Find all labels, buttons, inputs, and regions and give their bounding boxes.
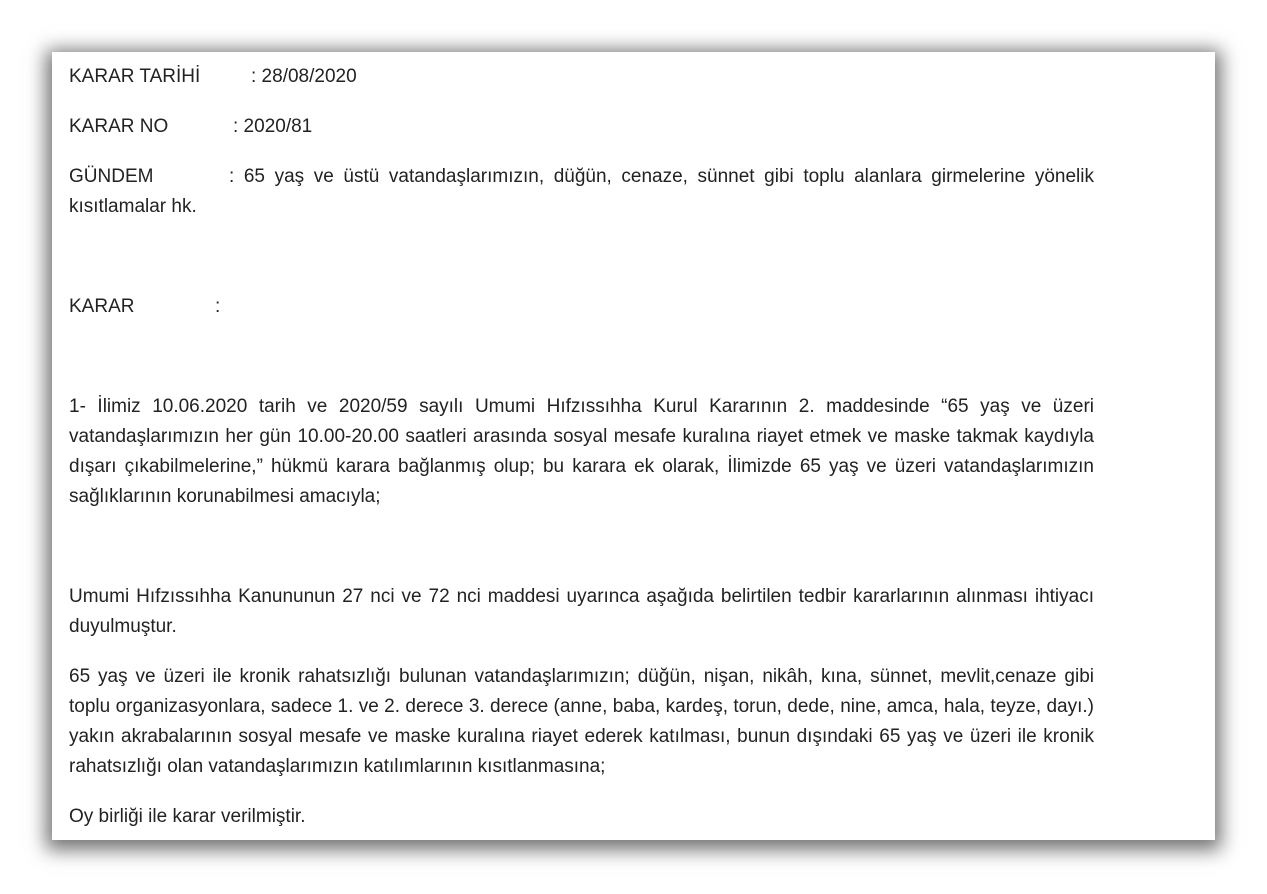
gundem-label: GÜNDEM (69, 166, 154, 187)
paragraph-2: Umumi Hıfzıssıhha Kanununun 27 nci ve 72 nci maddesi uyarınca aşağıda belirtilen tedbir kararlarının alınması ihtiyacı duyulmuştur. (69, 586, 1094, 637)
karar-no-label: KARAR NO (69, 116, 169, 137)
document-page (52, 52, 1215, 840)
karar-value: : (215, 296, 221, 317)
gundem-block (69, 162, 1094, 222)
karar-tarihi-value: : 28/08/2020 (251, 66, 357, 87)
karar-no-value: : 2020/81 (233, 116, 313, 137)
karar-row (69, 292, 1094, 322)
karar-label: KARAR (69, 296, 135, 317)
gundem-value: : 65 yaş ve üstü vatandaşlarımızın, düğün, cenaze, sünnet gibi toplu alanlara girmelerine yönelik kısıtlamalar hk. (69, 166, 1094, 217)
karar-tarihi-label: KARAR TARİHİ (69, 66, 201, 87)
karar-no-row (69, 112, 1094, 142)
karar-tarihi-row (69, 62, 1094, 92)
paragraph-1: 1- İlimiz 10.06.2020 tarih ve 2020/59 sayılı Umumi Hıfzıssıhha Kurul Kararının 2. maddesinde “65 yaş ve üzeri vatandaşlarımızın her gün 10.00-20.00 saatleri arasında sosyal mesafe kuralına riayet etmek ve maske takmak kaydıyla dışarı çıkabilmelerine,” hükmü karara bağlanmış olup; bu karara ek olarak, İlimizde 65 yaş ve üzeri vatandaşlarımızın sağlıklarının korunabilmesi amacıyla; (69, 396, 1094, 507)
decision-document (69, 62, 1094, 832)
paragraph-3: 65 yaş ve üzeri ile kronik rahatsızlığı bulunan vatandaşlarımızın; düğün, nişan, nikâh, kına, sünnet, mevlit,cenaze gibi toplu organizasyonlara, sadece 1. ve 2. derece 3. derece (anne, baba, kardeş, torun, dede, nine, amca, hala, teyze, dayı.) yakın akrabalarının sosyal mesafe ve maske kuralına riayet ederek katılması, bunun dışındaki 65 yaş ve üzeri ile kronik rahatsızlığı olan vatandaşlarımızın katılımlarının kısıtlanmasına; (69, 666, 1094, 777)
closing-line: Oy birliği ile karar verilmiştir. (69, 806, 306, 827)
